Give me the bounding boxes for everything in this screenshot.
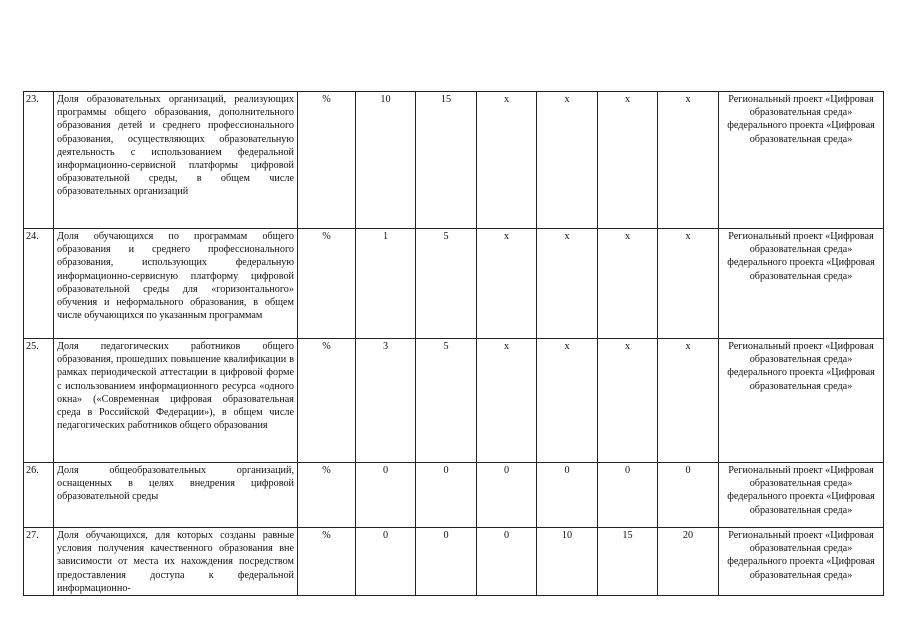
value-cell: х bbox=[598, 339, 658, 463]
indicator-description: Доля обучающихся, для которых созданы равные условия получения качественного образования вне зависимости от места их нахождения посредством предоставления доступа к федеральной информационно- bbox=[54, 528, 298, 596]
table-row bbox=[24, 528, 884, 596]
indicators-table bbox=[23, 91, 884, 596]
table-row bbox=[24, 92, 884, 229]
value-cell: 15 bbox=[598, 528, 658, 596]
table-row bbox=[24, 463, 884, 528]
value-cell: 0 bbox=[537, 463, 598, 528]
unit-cell: % bbox=[298, 92, 356, 229]
table-row bbox=[24, 339, 884, 463]
project-cell: Региональный проект «Цифровая образовательная среда» федерального проекта «Цифровая образовательная среда» bbox=[719, 528, 884, 596]
value-cell: х bbox=[658, 229, 719, 339]
value-cell: 0 bbox=[416, 528, 477, 596]
value-cell: х bbox=[537, 92, 598, 229]
value-cell: 0 bbox=[356, 528, 416, 596]
value-cell: х bbox=[598, 229, 658, 339]
row-number: 25. bbox=[24, 339, 54, 463]
value-cell: х bbox=[537, 229, 598, 339]
unit-cell: % bbox=[298, 339, 356, 463]
table-row bbox=[24, 229, 884, 339]
value-cell: х bbox=[477, 92, 537, 229]
value-cell: х bbox=[537, 339, 598, 463]
value-cell: 10 bbox=[356, 92, 416, 229]
value-cell: 10 bbox=[537, 528, 598, 596]
unit-cell: % bbox=[298, 528, 356, 596]
unit-cell: % bbox=[298, 463, 356, 528]
value-cell: 0 bbox=[658, 463, 719, 528]
value-cell: 15 bbox=[416, 92, 477, 229]
row-number: 24. bbox=[24, 229, 54, 339]
row-number: 26. bbox=[24, 463, 54, 528]
row-number: 27. bbox=[24, 528, 54, 596]
value-cell: 5 bbox=[416, 229, 477, 339]
value-cell: 5 bbox=[416, 339, 477, 463]
value-cell: х bbox=[598, 92, 658, 229]
indicator-description: Доля образовательных организаций, реализующих программы общего образования, дополнительного образования детей и среднего профессионального образования, осуществляющих образовательную деятельность с использованием федеральной информационно-сервисной платформы цифровой образовательной среды, в общем числе образовательных организаций bbox=[54, 92, 298, 229]
value-cell: 1 bbox=[356, 229, 416, 339]
indicator-description: Доля обучающихся по программам общего образования и среднего профессионального образования, использующих федеральную информационно-сервисную платформу цифровой образовательной среды для «горизонтального» обучения и неформального образования, в общем числе обучающихся по указанным программам bbox=[54, 229, 298, 339]
value-cell: х bbox=[477, 229, 537, 339]
row-number: 23. bbox=[24, 92, 54, 229]
value-cell: 0 bbox=[477, 528, 537, 596]
project-cell: Региональный проект «Цифровая образовательная среда» федерального проекта «Цифровая образовательная среда» bbox=[719, 229, 884, 339]
indicator-description: Доля общеобразовательных организаций, оснащенных в целях внедрения цифровой образовательной среды bbox=[54, 463, 298, 528]
value-cell: 0 bbox=[477, 463, 537, 528]
indicator-description: Доля педагогических работников общего образования, прошедших повышение квалификации в рамках периодической аттестации в цифровой форме с использованием информационного ресурса «одного окна» («Современная цифровая образовательная среда в Российской Федерации»), в общем числе педагогических работников общего образования bbox=[54, 339, 298, 463]
project-cell: Региональный проект «Цифровая образовательная среда» федерального проекта «Цифровая образовательная среда» bbox=[719, 463, 884, 528]
project-cell: Региональный проект «Цифровая образовательная среда» федерального проекта «Цифровая образовательная среда» bbox=[719, 92, 884, 229]
unit-cell: % bbox=[298, 229, 356, 339]
project-cell: Региональный проект «Цифровая образовательная среда» федерального проекта «Цифровая образовательная среда» bbox=[719, 339, 884, 463]
value-cell: х bbox=[658, 92, 719, 229]
value-cell: х bbox=[658, 339, 719, 463]
value-cell: 3 bbox=[356, 339, 416, 463]
value-cell: 0 bbox=[356, 463, 416, 528]
value-cell: 20 bbox=[658, 528, 719, 596]
value-cell: 0 bbox=[416, 463, 477, 528]
value-cell: 0 bbox=[598, 463, 658, 528]
value-cell: х bbox=[477, 339, 537, 463]
